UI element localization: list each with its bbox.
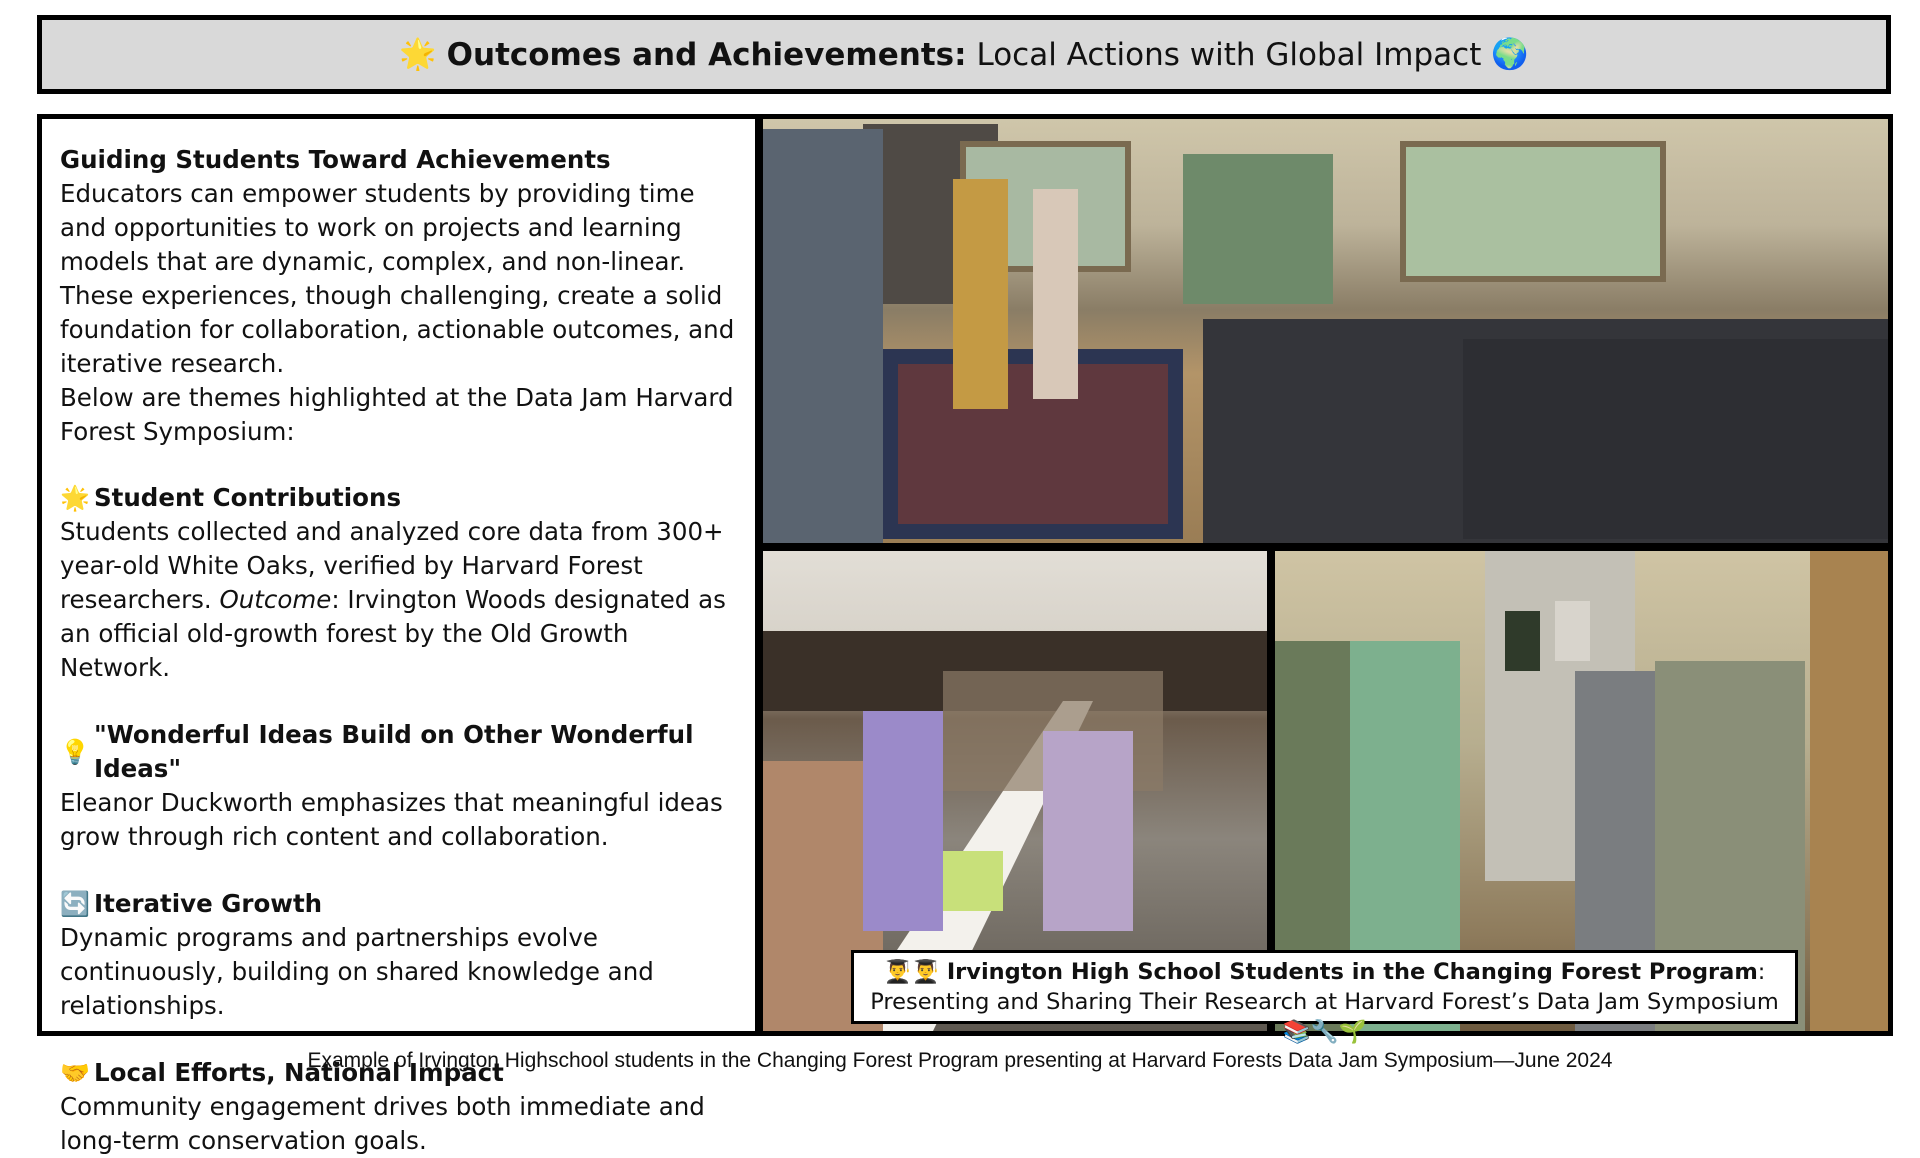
section-title: Student Contributions <box>94 483 402 512</box>
panel-heading: Guiding Students Toward Achievements <box>60 145 611 174</box>
page-title-subtitle: Local Actions with Global Impact <box>976 36 1482 73</box>
section-title: Local Efforts, National Impact <box>94 1058 504 1087</box>
text-panel <box>37 114 760 1155</box>
lightbulb-icon: 💡 <box>60 738 90 766</box>
photo-caption-text: : Presenting and Sharing Their Research at Harvard Forest’s Data Jam Symposium <box>870 959 1779 1015</box>
star-icon: 🌟 <box>399 37 437 72</box>
photo-caption <box>851 950 1798 1045</box>
intro-paragraph: Educators can empower students by providing time and opportunities to work on projects and learning models that are dynamic, complex, and non-linear. These experiences, though challenging, create a solid foundation for collaboration, actionable outcomes, and iterative research. <box>60 179 735 378</box>
footer-caption: Example of Irvington Highschool students in the Changing Forest Program presenting at Harvard Forests Data Jam Symposium—June 2024 <box>307 1049 1613 1072</box>
section-iterative-growth <box>60 887 739 1023</box>
themes-intro: Below are themes highlighted at the Data Jam Harvard Forest Symposium: <box>60 383 734 446</box>
section-student-contributions <box>60 481 739 685</box>
page-title-bold: Outcomes and Achievements: <box>446 36 967 73</box>
section-body: Students collected and analyzed core data from 300+ year-old White Oaks, verified by Harvard Forest researchers. <box>60 517 724 614</box>
section-body: Community engagement drives both immediate and long-term conservation goals. <box>60 1092 705 1155</box>
outcome-text: : Irvington Woods designated as an official old-growth forest by the Old Growth Network. <box>60 585 726 682</box>
photo-collage <box>758 114 1893 1045</box>
photo-symposium-room-drawing <box>763 119 1888 543</box>
section-title: "Wonderful Ideas Build on Other Wonderful Ideas" <box>94 720 694 783</box>
outcome-label: Outcome <box>219 585 332 614</box>
photo-caption-title: Irvington High School Students in the Changing Forest Program <box>946 959 1758 985</box>
globe-icon: 🌍 <box>1491 37 1529 72</box>
photo-symposium-room <box>763 119 1888 543</box>
section-wonderful-ideas <box>60 718 739 854</box>
section-body: Dynamic programs and partnerships evolve continuously, building on shared knowledge and relationships. <box>60 923 654 1020</box>
section-title: Iterative Growth <box>94 889 323 918</box>
cycle-icon: 🔄 <box>60 890 90 918</box>
star-icon: 🌟 <box>60 484 90 512</box>
graduate-icon: 👨‍🎓👨‍🎓 <box>883 959 940 985</box>
handshake-icon: 🤝 <box>60 1059 90 1087</box>
books-tools-seedling-icon: 📚🔧🌱 <box>1282 1019 1367 1045</box>
section-body: Eleanor Duckworth emphasizes that meaningful ideas grow through rich content and collaboration. <box>60 788 723 851</box>
page-title-banner <box>37 15 1891 94</box>
